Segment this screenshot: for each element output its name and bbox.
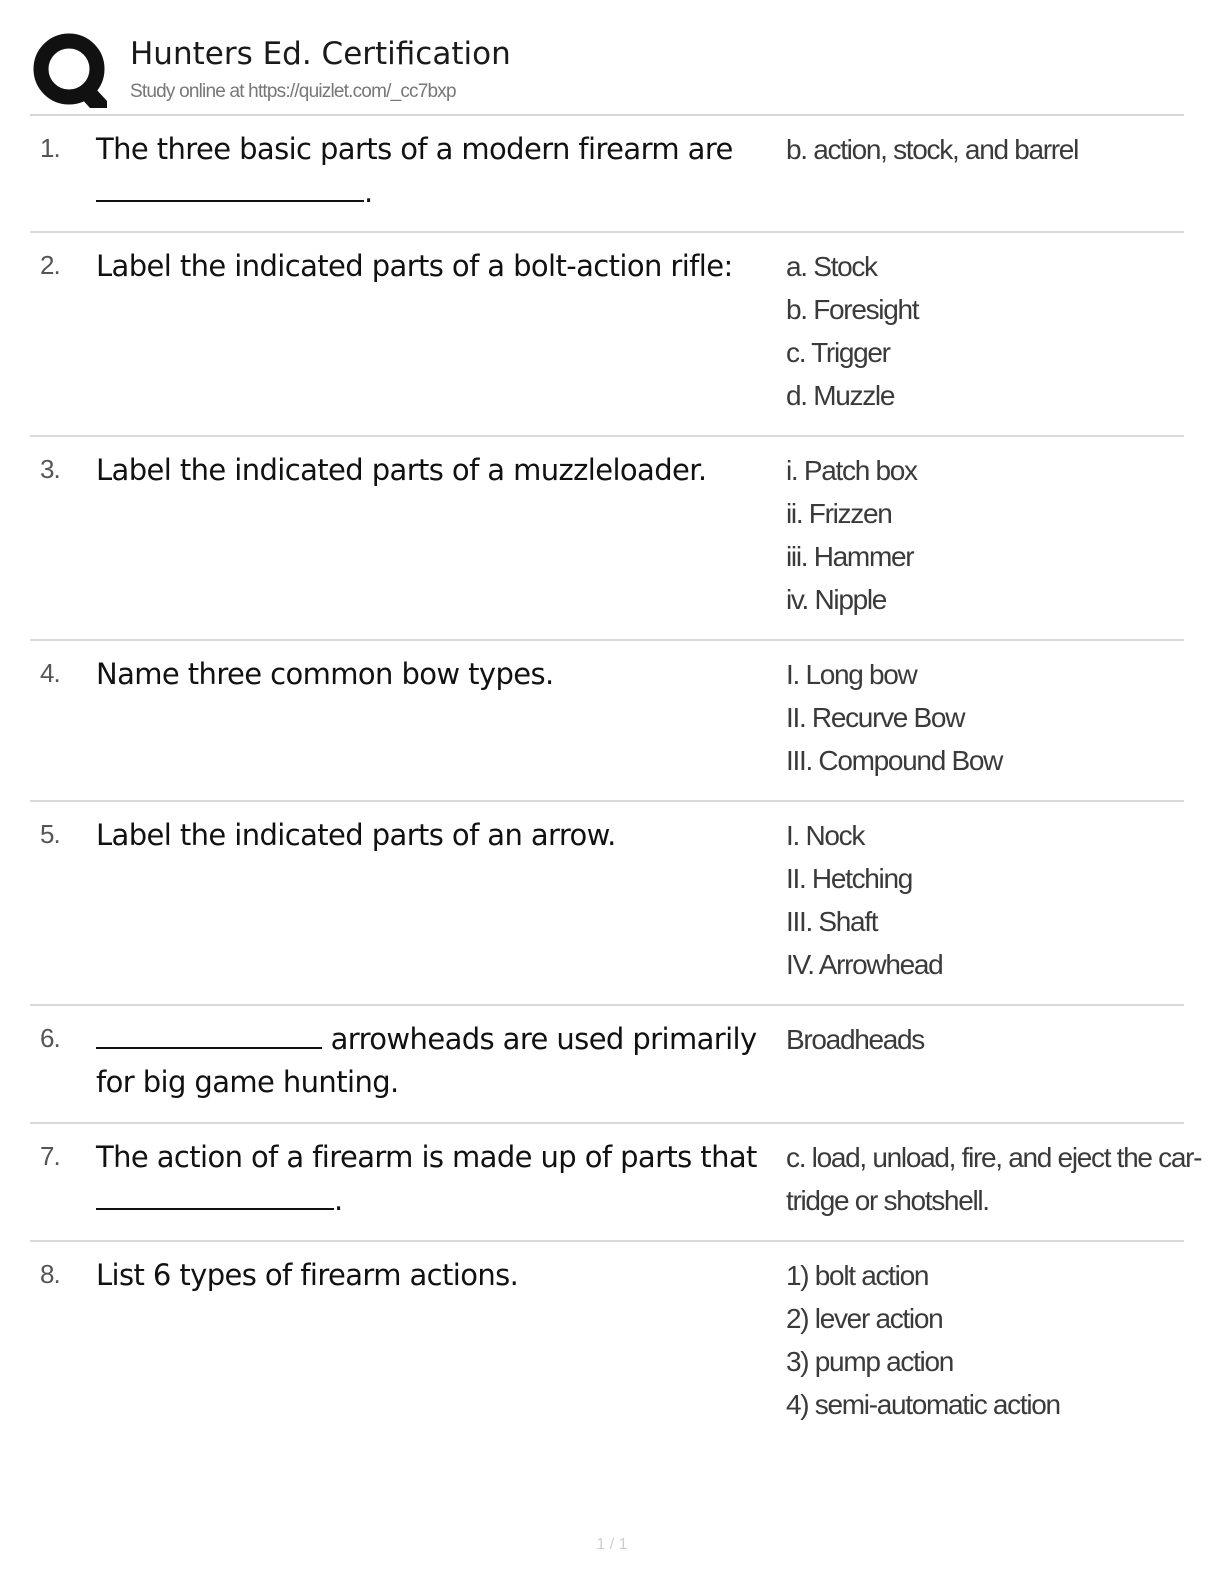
card-definition [786, 128, 1181, 171]
flashcard-1 [30, 116, 1184, 233]
definition-line: b. Foresight [786, 294, 919, 325]
definition-line: II. Hetching [786, 863, 913, 894]
definition-line: c. load, unload, fire, and eject the car- [786, 1142, 1202, 1173]
card-definition [786, 1254, 1181, 1426]
card-definition [786, 245, 1181, 417]
definition-line: d. Muzzle [786, 380, 895, 411]
fill-in-blank [96, 1184, 334, 1210]
fill-in-blank [96, 176, 364, 202]
flashcard-4 [30, 641, 1184, 802]
card-definition [786, 449, 1181, 621]
card-definition [786, 1018, 1181, 1061]
term-text: The three basic parts of a modern firearm are [96, 132, 733, 166]
flashcard-2 [30, 233, 1184, 437]
definition-line: 4) semi-automatic action [786, 1389, 1060, 1420]
study-link[interactable]: Study online at https://quizlet.com/_cc7bxp [130, 81, 456, 102]
definition-line: iii. Hammer [786, 541, 914, 572]
fill-in-blank [96, 1023, 322, 1049]
page-title: Hunters Ed. Certification [130, 36, 511, 72]
definition-line: I. Nock [786, 820, 865, 851]
card-definition [786, 653, 1181, 782]
flashcard-list [30, 116, 1202, 1442]
definition-line: III. Compound Bow [786, 745, 1003, 776]
card-number: 1. [40, 133, 60, 163]
card-number: 7. [40, 1141, 60, 1171]
card-number: 8. [40, 1259, 60, 1289]
definition-line: Broadheads [786, 1024, 925, 1055]
definition-line: iv. Nipple [786, 584, 887, 615]
flashcard-6 [30, 1006, 1184, 1124]
flashcard-7 [30, 1124, 1202, 1242]
definition-line: II. Recurve Bow [786, 702, 965, 733]
definition-line: i. Patch box [786, 455, 917, 486]
definition-line: 2) lever action [786, 1303, 943, 1334]
quizlet-logo-icon [32, 32, 110, 108]
card-definition [786, 814, 1181, 986]
card-term: List 6 types of firearm actions. [96, 1258, 519, 1292]
page-header [30, 28, 1184, 116]
card-term: Label the indicated parts of an arrow. [96, 818, 616, 852]
flashcard-3 [30, 437, 1184, 641]
definition-line: 3) pump action [786, 1346, 954, 1377]
card-term [96, 1018, 786, 1104]
card-term [96, 1136, 786, 1222]
definition-line: I. Long bow [786, 659, 917, 690]
term-text-end: . [364, 175, 373, 209]
card-term: Label the indicated parts of a muzzleloader. [96, 453, 707, 487]
definition-line: c. Trigger [786, 337, 890, 368]
card-term: Name three common bow types. [96, 657, 554, 691]
definition-line: tridge or shotshell. [786, 1185, 989, 1216]
card-number: 4. [40, 658, 60, 688]
term-text-end: . [334, 1183, 343, 1217]
definition-line: ii. Frizzen [786, 498, 892, 529]
card-number: 3. [40, 454, 60, 484]
card-term [96, 128, 786, 214]
definition-line: IV. Arrowhead [786, 949, 943, 980]
definition-line: a. Stock [786, 251, 877, 282]
card-number: 5. [40, 819, 60, 849]
definition-line: III. Shaft [786, 906, 878, 937]
page-number: 1 / 1 [596, 1536, 628, 1553]
card-term: Label the indicated parts of a bolt-action rifle: [96, 249, 733, 283]
definition-line: 1) bolt action [786, 1260, 929, 1291]
card-number: 2. [40, 250, 60, 280]
definition-line: b. action, stock, and barrel [786, 134, 1078, 165]
term-text: The action of a firearm is made up of parts that [96, 1140, 757, 1174]
term-text: arrowheads are used primarily for big game hunting. [96, 1022, 757, 1099]
flashcard-8 [30, 1242, 1184, 1442]
card-number: 6. [40, 1023, 60, 1053]
card-definition [786, 1136, 1202, 1222]
flashcard-5 [30, 802, 1184, 1006]
